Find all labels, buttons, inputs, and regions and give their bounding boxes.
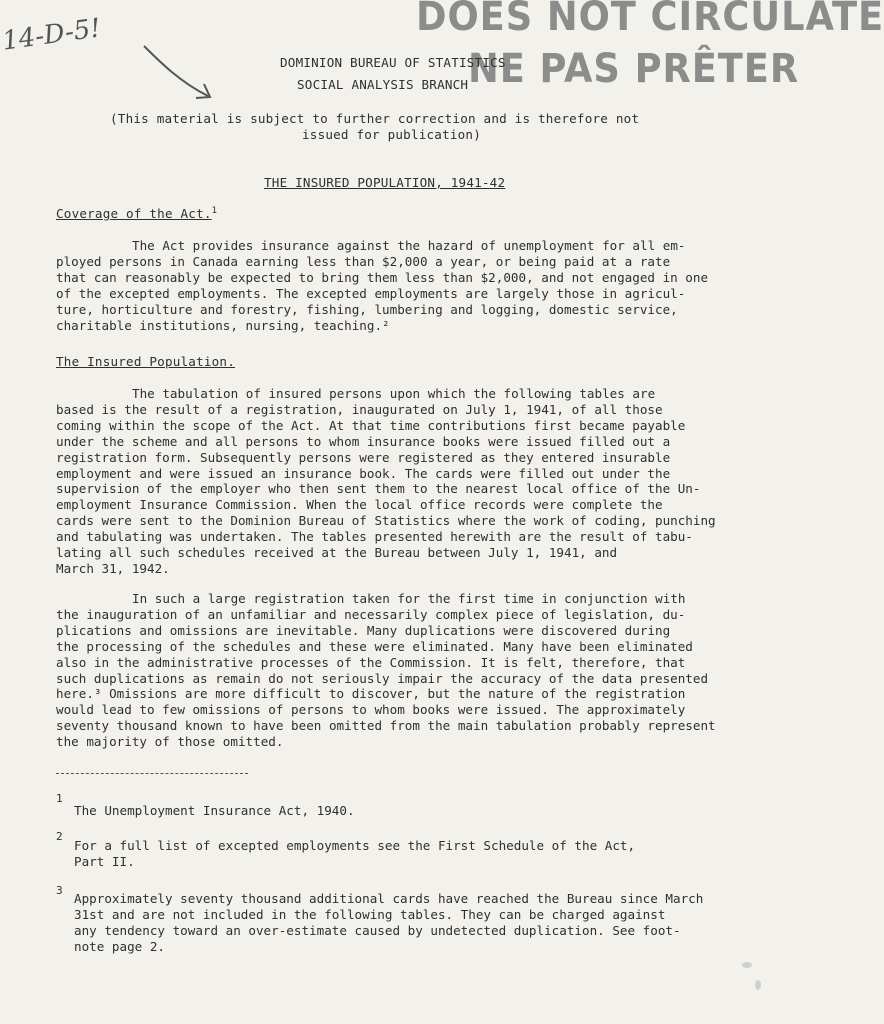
agency-name: DOMINION BUREAU OF STATISTICS	[280, 55, 506, 70]
text-line: ployed persons in Canada earning less than $2,000 a year, or being paid at a rate	[56, 253, 671, 269]
coverage-heading	[56, 206, 217, 221]
text-line: ture, horticulture and forestry, fishing, lumbering and logging, domestic service,	[56, 301, 678, 317]
stamp-ne-pas-preter: NE PAS PRÊTER	[468, 46, 800, 92]
text-line: that can reasonably be expected to bring them less than $2,000, and not engaged in one	[56, 269, 709, 285]
text-line: March 31, 1942.	[56, 560, 170, 576]
page-title: THE INSURED POPULATION, 1941-42	[264, 175, 506, 190]
footnote-number: 3	[56, 884, 63, 897]
text-line: the processing of the schedules and these were eliminated. Many have been eliminated	[56, 638, 693, 654]
footnote-text: any tendency toward an over-estimate caused by undetected duplication. See foot-	[74, 922, 681, 938]
footnote-text: Part II.	[74, 853, 135, 869]
text-line: also in the administrative processes of the Commission. It is felt, therefore, that	[56, 654, 686, 670]
text-line: plications and omissions are inevitable. Many duplications were discovered during	[56, 622, 671, 638]
coverage-paragraph	[56, 238, 741, 333]
text-line: and tabulating was undertaken. The tables presented herewith are the result of tabu-	[56, 529, 693, 545]
footnote-3	[74, 891, 739, 955]
footnote-2	[74, 838, 739, 870]
footnote-text: For a full list of excepted employments see the First Schedule of the Act,	[74, 838, 636, 853]
text-line: lating all such schedules received at the Bureau between July 1, 1941, and	[56, 545, 618, 561]
text-line: supervision of the employer who then sent them to the nearest local office of the Un-	[56, 481, 701, 497]
insured-paragraph-1	[56, 386, 741, 577]
footnote-text: 31st and are not included in the following tables. They can be charged against	[74, 906, 666, 922]
text-line: employment Insurance Commission. When the local office records were complete the	[56, 497, 663, 513]
paper-speck	[755, 980, 761, 990]
text-line: based is the result of a registration, inaugurated on July 1, 1941, of all those	[56, 401, 663, 417]
text-line: registration form. Subsequently persons were registered as they entered insurable	[56, 449, 671, 465]
text-line: In such a large registration taken for the first time in conjunction with	[132, 591, 686, 606]
stamp-does-not-circulate: DOES NOT CIRCULATE	[416, 0, 884, 40]
text-line: would lead to few omissions of persons to whom books were issued. The approximately	[56, 702, 686, 718]
paper-speck	[742, 962, 752, 968]
notice-line-1: (This material is subject to further correction and is therefore not	[110, 111, 640, 126]
text-line: charitable institutions, nursing, teaching.²	[56, 317, 390, 333]
insured-paragraph-2	[56, 591, 741, 750]
text-line: employment and were issued an insurance book. The cards were filled out under the	[56, 465, 671, 481]
branch-name: SOCIAL ANALYSIS BRANCH	[297, 77, 469, 92]
footnote-number: 1	[56, 792, 63, 805]
footnote-1	[74, 803, 739, 819]
footnote-divider	[56, 773, 248, 774]
handwritten-file-note: 14-D-5!	[0, 13, 103, 57]
text-line: The Act provides insurance against the hazard of unemployment for all em-	[132, 238, 686, 253]
text-line: seventy thousand known to have been omitted from the main tabulation probably represent	[56, 718, 716, 734]
text-line: cards were sent to the Dominion Bureau of Statistics where the work of coding, punching	[56, 513, 716, 529]
footnote-text: Approximately seventy thousand additional cards have reached the Bureau since March	[74, 891, 704, 906]
notice-line-2: issued for publication)	[302, 127, 481, 142]
text-line: under the scheme and all persons to whom insurance books were issued filled out a	[56, 433, 671, 449]
text-line: coming within the scope of the Act. At that time contributions first became payable	[56, 417, 686, 433]
text-line: the majority of those omitted.	[56, 734, 284, 750]
footnote-marker-1: 1	[211, 206, 218, 216]
text-line: here.³ Omissions are more difficult to discover, but the nature of the registration	[56, 686, 686, 702]
text-line: such duplications as remain do not seriously impair the accuracy of the data presented	[56, 670, 709, 686]
footnote-text: note page 2.	[74, 938, 165, 954]
handwritten-arrow-icon	[140, 42, 220, 104]
text-line: the inauguration of an unfamiliar and necessarily complex piece of legislation, du-	[56, 606, 686, 622]
insured-heading: The Insured Population.	[56, 354, 235, 369]
footnote-number: 2	[56, 830, 63, 843]
text-line: The tabulation of insured persons upon which the following tables are	[132, 386, 656, 401]
coverage-heading-text: Coverage of the Act.	[56, 206, 212, 222]
text-line: of the excepted employments. The excepted employments are largely those in agricul-	[56, 285, 686, 301]
footnote-text: The Unemployment Insurance Act, 1940.	[74, 803, 355, 818]
